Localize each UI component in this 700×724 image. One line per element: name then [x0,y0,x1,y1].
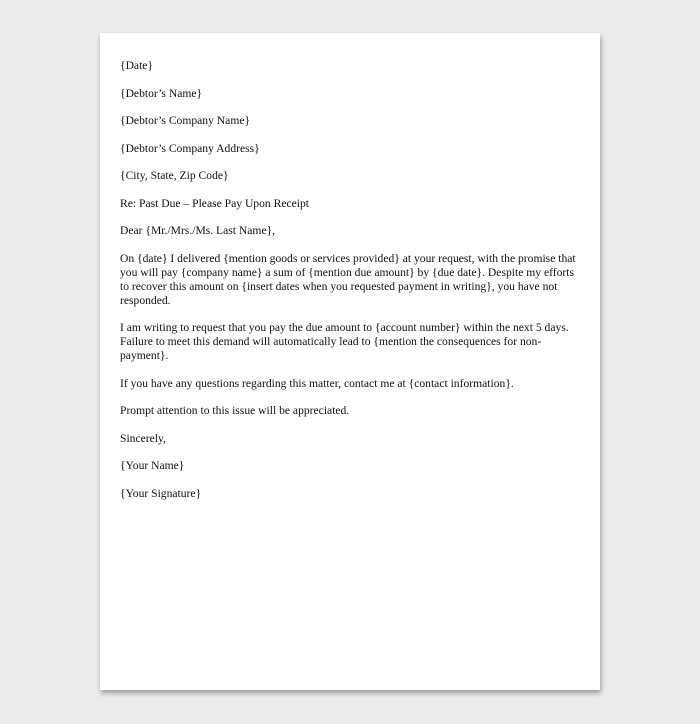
debtor-name-line: {Debtor’s Name} [120,86,203,100]
debtor-company-name-line: {Debtor’s Company Name} [120,114,251,127]
salutation: Dear {Mr./Mrs./Ms. Last Name}, [120,224,276,237]
paragraph-attention: Prompt attention to this issue will be appreciated. [120,404,350,417]
paragraph-delivery: On {date} I delivered {mention goods or services provided} at your request, with the promise that you will pay {company name} a sum of {mention due amount} by {due date}. Despite my efforts to recover this amount on {insert dates when you requested payment in writing}, you have not responded. [120,251,576,307]
city-state-zip-line: {City, State, Zip Code} [120,169,229,182]
letter-page [100,33,600,690]
closing: Sincerely, [120,431,166,445]
signature-line: {Your Signature} [120,486,202,500]
debtor-company-address-line: {Debtor’s Company Address} [120,141,260,155]
paragraph-contact: If you have any questions regarding this matter, contact me at {contact information}. [120,376,514,390]
your-name-line: {Your Name} [120,459,185,472]
letter-body [120,59,580,514]
paragraph-request: I am writing to request that you pay the due amount to {account number} within the next 5 days. Failure to meet this demand will automatically lead to {mention the consequences for non-payment}. [120,321,569,362]
subject-line: Re: Past Due – Please Pay Upon Receipt [120,196,310,210]
date-line: {Date} [120,59,154,72]
